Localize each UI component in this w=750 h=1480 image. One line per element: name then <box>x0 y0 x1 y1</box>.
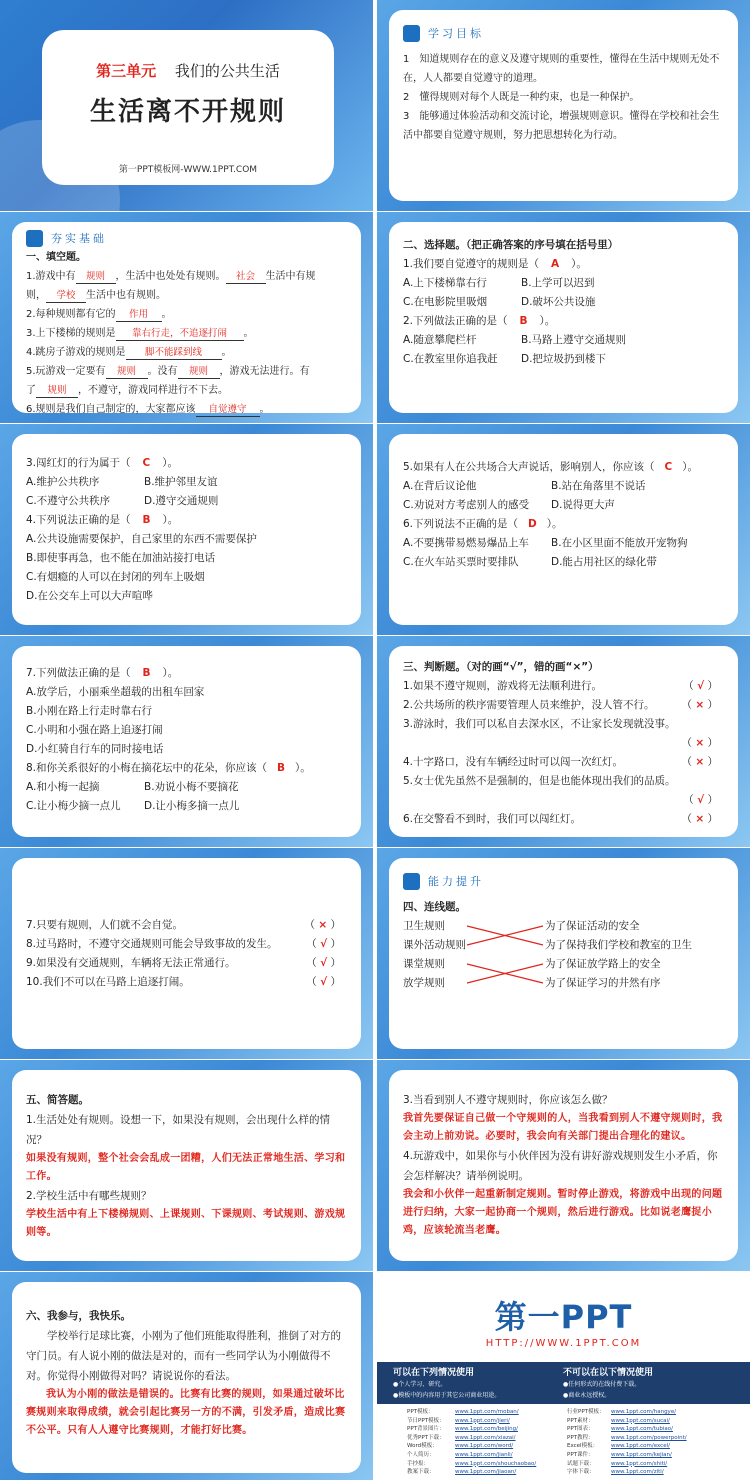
slide-card <box>12 1282 361 1473</box>
judge-item: 1.如果不遵守规则，游戏将无法顺利进行。 （ √ ） <box>403 680 718 692</box>
template-link[interactable]: www.1ppt.com/word/ <box>455 1443 514 1450</box>
template-link[interactable]: www.1ppt.com/jiaoan/ <box>455 1469 517 1476</box>
header-square-icon <box>26 230 43 247</box>
site-logo: 第一PPT <box>494 1298 633 1336</box>
option: A.公共设施需要保护，自己家里的东西不需要保护 <box>26 533 257 545</box>
match-right-item: 为了保证放学路上的安全 <box>545 958 661 970</box>
objective-list <box>403 50 724 145</box>
option: D.说得更大声 <box>551 499 615 511</box>
usage-panel <box>377 1362 750 1480</box>
slide-choice-b[interactable] <box>0 424 373 635</box>
judge-mark: × <box>695 699 705 711</box>
answer-mark: C <box>142 457 151 469</box>
slide-card <box>12 646 361 837</box>
question-4: 4.跳房子游戏的规则是 脚不能踩到线 。 <box>26 347 232 358</box>
option: B.即使事再急，也不能在加油站接打电话 <box>26 552 216 564</box>
judge-item: 2.公共场所的秩序需要管理人员来维护，没人管不行。 （ × ） <box>403 699 718 711</box>
judge-mark: × <box>695 737 705 749</box>
question-3: 3.上下楼梯的规则是 靠右行走，不追逐打闹 。 <box>26 328 254 339</box>
option: B.马路上遵守交通规则 <box>521 334 627 346</box>
option: D.破坏公共设施 <box>521 296 596 308</box>
slide-matching[interactable] <box>377 848 750 1059</box>
answer-mark: D <box>528 518 537 530</box>
answer-blank: 作用 <box>116 308 162 322</box>
question-2: 2.下列做法正确的是（ B ）。 <box>403 315 556 327</box>
slide-card <box>389 434 738 625</box>
answer-mark: B <box>142 667 151 679</box>
option: B.上学可以迟到 <box>521 277 595 289</box>
answer-blank: 规则 <box>178 365 220 379</box>
answer-blank: 规则 <box>76 270 116 284</box>
option: B.维护邻里友谊 <box>144 476 218 488</box>
template-link[interactable]: www.1ppt.com/ziti/ <box>611 1469 664 1476</box>
header-title: 夯实基础 <box>51 231 107 245</box>
slide-card <box>12 434 361 625</box>
slide-main-title: 生活离不开规则 <box>89 97 286 127</box>
question-2: 2.每种规则都有它的 作用 。 <box>26 309 172 320</box>
option: B.小刚在路上行走时靠右行 <box>26 705 153 717</box>
judge-item: 4.十字路口，没有车辆经过时可以闯一次红灯。 （ × ） <box>403 756 718 768</box>
answer-mark: B <box>142 514 151 526</box>
judge-item: 9.如果没有交通规则，车辆将无法正常通行。 （ √ ） <box>26 957 341 969</box>
slide-short-answer-b[interactable] <box>377 1060 750 1271</box>
template-link[interactable]: www.1ppt.com/kejian/ <box>611 1451 672 1458</box>
option: A.和小梅一起摘 <box>26 781 100 793</box>
title-card <box>42 30 334 185</box>
answer-text: 我认为小刚的做法是错误的。比赛有比赛的规则，如果通过破坏比赛规则来取得成绩，就会引起比赛另一方的不满，引发矛盾，造成比赛不公平。只有人人遵守比赛规则，才能打好比赛。 <box>26 1389 346 1436</box>
option: C.不遵守公共秩序 <box>26 495 111 507</box>
option: A.维护公共秩序 <box>26 476 100 488</box>
slide-judge-b[interactable] <box>0 848 373 1059</box>
objective-item: 1 知道规则存在的意义及遵守规则的重要性，懂得在生活中规则无处不在，人人都要自觉遵守的道理。 <box>403 54 720 84</box>
match-right-column <box>545 917 692 993</box>
option: B.劝说小梅不要摘花 <box>144 781 239 793</box>
option: B.在小区里面不能放开宠物狗 <box>551 537 688 549</box>
slide-card <box>389 858 738 1049</box>
section-header <box>403 22 724 44</box>
match-left-item: 卫生规则 <box>403 920 445 932</box>
judge-mark: × <box>695 813 705 825</box>
judge-item: 7.只要有规则，人们就不会自觉。 （ × ） <box>26 919 341 931</box>
slide-short-answer-a[interactable] <box>0 1060 373 1271</box>
section-header <box>403 870 724 892</box>
slide-card <box>12 1070 361 1261</box>
option: C.小明和小强在路上追逐打闹 <box>26 724 163 736</box>
question-6: 6.下列说法不正确的是（ D ）。 <box>403 518 563 530</box>
answer-mark: C <box>664 461 673 473</box>
judge-item: 6.在交警看不到时，我们可以闯红灯。 （ × ） <box>403 813 718 825</box>
option: D.遵守交通规则 <box>144 495 219 507</box>
option: C.在电影院里吸烟 <box>403 296 488 308</box>
link-panel <box>377 1404 750 1480</box>
question-6: 6.规则是我们自己制定的，大家都应该 自觉遵守 。 <box>26 404 270 415</box>
slide-judge-a[interactable] <box>377 636 750 847</box>
header-square-icon <box>403 25 420 42</box>
section-header <box>26 228 347 248</box>
match-left-item: 放学规则 <box>403 977 445 989</box>
header-title: 能力提升 <box>428 874 484 888</box>
judge-mark: × <box>695 756 705 768</box>
question-text: 2.学校生活中有哪些规则？ <box>26 1190 152 1202</box>
option: C.让小梅少摘一点儿 <box>26 800 121 812</box>
slide-card <box>389 1070 738 1261</box>
question-8: 8.和你关系很好的小梅在摘花坛中的花朵，你应该（ B ）。 <box>26 762 311 774</box>
slide-choice-a[interactable] <box>377 212 750 423</box>
judge-mark: × <box>318 919 328 931</box>
answer-blank: 学校 <box>46 289 86 303</box>
answer-text: 我首先要保证自己做一个守规则的人，当我看到别人不遵守规则时，我会主动上前劝说。必要时，我会向有关部门提出合理化的建议。 <box>403 1113 723 1142</box>
objective-item: 2 懂得规则对每个人既是一种约束，也是一种保护。 <box>403 92 640 103</box>
template-link[interactable]: www.1ppt.com/jianli/ <box>455 1451 513 1458</box>
header-title: 学习目标 <box>428 26 484 40</box>
match-left-item: 课外活动规则 <box>403 939 466 951</box>
unit-subtitle: 我们的公共生活 <box>174 62 280 80</box>
slide-objectives[interactable] <box>377 0 750 211</box>
option: D.能占用社区的绿化带 <box>551 556 657 568</box>
judge-item: 3.游泳时，我们可以私自去深水区，不让家长发现就没事。 <box>403 718 676 730</box>
template-link[interactable]: www.1ppt.com/jieri/ <box>455 1417 510 1424</box>
option: D.小红骑自行车的同时接电话 <box>26 743 164 755</box>
matching-area <box>403 917 724 997</box>
section-label: 三、判断题。（对的画“√”，错的画“×”） <box>403 661 599 673</box>
header-square-icon <box>403 873 420 890</box>
question-text: 4.玩游戏中，如果你与小伙伴因为没有讲好游戏规则发生小矛盾，你会怎样解决？请举例说明。 <box>403 1150 718 1182</box>
template-link[interactable]: www.1ppt.com/sucai/ <box>611 1417 670 1424</box>
slide-card: 夯实基础 一、填空题。 1.游戏中有 规则 ，生活中也处处有规则。 社会 生活中有规 则， 学校 生活中也有规则。 2.每种规则都有它的 作用 。 3.上下楼梯的规则是 靠右行走，不追逐打闹 。 4.跳房子游戏的规则是 脚不能踩到线 。 5.玩游戏一定要有 规则 。没有 规则 ，游戏无法进行。有 了 规则 ，不遵守，游戏同样进行不下去。 6.规则是我们自己制定的，大家都应该 自觉遵守 。 <box>12 222 361 413</box>
answer-blank: 规则 <box>36 384 78 398</box>
question-5: 5.如果有人在公共场合大声说话，影响别人，你应该（ C ）。 <box>403 461 698 473</box>
answer-text: 如果没有规则，整个社会会乱成一团糟，人们无法正常地生活、学习和工作。 <box>26 1153 346 1182</box>
option: A.上下楼梯靠右行 <box>403 277 487 289</box>
answer-mark: A <box>551 258 560 270</box>
judge-item: 10.我们不可以在马路上追逐打闹。 （ √ ） <box>26 976 341 988</box>
judge-mark: √ <box>320 938 328 950</box>
slide-card: 三、判断题。（对的画“√”，错的画“×”） 1.如果不遵守规则，游戏将无法顺利进行。 （ √ ） 2.公共场所的秩序需要管理人员来维护，没人管不行。 （ × ） 3.游泳时，我们可以私自去深水区，不让家长发现就没事。 （ × ） 4.十字路口，没有车辆经过时可以闯一次红灯。 （ × ） 5.女士优先虽然不是强制的，但是也能体现出我们的品质。 （ √ ） 6.在交警看不到时，我们可以闯红灯。 （ × ） <box>389 646 738 837</box>
can-use-block: 可以在下列情况使用 ●个人学习、研究。 ●模板中的内容用于其它公司商业用途。 <box>393 1368 501 1399</box>
section-label: 六、我参与，我快乐。 <box>26 1310 131 1322</box>
slide-card <box>12 858 361 1049</box>
judge-item: 8.过马路时，不遵守交通规则可能会导致事故的发生。 （ √ ） <box>26 938 341 950</box>
match-left-item: 课堂规则 <box>403 958 445 970</box>
unit-label: 第三单元 <box>96 62 157 80</box>
slide-choice-d[interactable] <box>0 636 373 847</box>
answer-text: 我会和小伙伴一起重新制定规则。暂时停止游戏，将游戏中出现的问题进行归纳，大家一起协商一个规则，然后进行游戏。比如说老鹰捉小鸡，应该轮流当老鹰。 <box>403 1189 723 1236</box>
question-text: 1.生活处处有规则。设想一下，如果没有规则，会出现什么样的情况？ <box>26 1114 331 1146</box>
section-label: 四、连线题。 <box>403 901 466 913</box>
section-label: 一、填空题。 <box>26 252 86 263</box>
logo-area <box>377 1272 750 1362</box>
cannot-use-block: 不可以在以下情况使用 ●任何形式的在线付费下载。 ●商业永远授权。 <box>563 1368 654 1399</box>
site-url: HTTP://WWW.1PPT.COM <box>485 1338 642 1349</box>
template-link[interactable]: www.1ppt.com/xiazai/ <box>455 1434 516 1441</box>
answer-mark: B <box>277 762 286 774</box>
answer-blank: 靠右行走，不追逐打闹 <box>116 327 244 341</box>
section-label: 二、选择题。（把正确答案的序号填在括号里） <box>403 239 619 251</box>
template-link[interactable]: www.1ppt.com/shouchaobao/ <box>455 1460 537 1467</box>
answer-text: 学校生活中有上下楼梯规则、上课规则、下课规则、考试规则、游戏规则等。 <box>26 1209 346 1238</box>
judge-item: 5.女士优先虽然不是强制的，但是也能体现出我们的品质。 <box>403 775 676 787</box>
question-1: 1.游戏中有 规则 ，生活中也处处有规则。 社会 生活中有规 <box>26 271 316 282</box>
slide-choice-c[interactable] <box>377 424 750 635</box>
option: D.让小梅多摘一点儿 <box>144 800 240 812</box>
slide-title[interactable] <box>0 0 373 211</box>
option: A.在背后议论他 <box>403 480 477 492</box>
objective-item: 3 能够通过体验活动和交流讨论，增强规则意识。懂得在学校和社会生活中都要自觉遵守规则，努力把思想转化为行动。 <box>403 111 720 141</box>
option: A.不要携带易燃易爆品上车 <box>403 537 529 549</box>
slide-card <box>389 10 738 201</box>
question-7: 7.下列做法正确的是（ B ）。 <box>26 667 179 679</box>
option: A.随意攀爬栏杆 <box>403 334 477 346</box>
links-left: PPT模板： www.1ppt.com/moban/ 节日PPT模板： www.1ppt.com/jieri/ PPT背景图片： www.1ppt.com/beijing/ 优秀PPT下载： www.1ppt.com/xiazai/ Word模板： www.1ppt.com/word/ 个人简历： www.1ppt.com/jianli/ 手抄报： www.1ppt.com/shouchaobao/ 教案下载： www.1ppt.com/jiaoan/ <box>407 1409 537 1476</box>
title-footer: 第一PPT模板网-WWW.1PPT.COM <box>118 165 258 175</box>
question-4: 4.下列说法正确的是（ B ）。 <box>26 514 179 526</box>
links-right: 行业PPT模板： www.1ppt.com/hangye/ PPT素材： www.1ppt.com/sucai/ PPT图表： www.1ppt.com/tubiao/ PPT教程： www.1ppt.com/powerpoint/ Excel模板： www.1ppt.com/excel/ PPT课件： www.1ppt.com/kejian/ 试题下载： www.1ppt.com/shiti/ 字体下载： www.1ppt.com/ziti/ <box>567 1409 687 1476</box>
question-text: 学校举行足球比赛，小刚为了他们班能取得胜利，推倒了对方的守门员。有人说小刚的做法是对的，而有一些同学认为小刚做得不对。你觉得小刚做得对吗？请说说你的看法。 <box>26 1330 341 1382</box>
match-right-item: 为了保证学习的井然有序 <box>545 977 661 989</box>
template-link[interactable]: www.1ppt.com/shiti/ <box>611 1460 668 1467</box>
answer-blank: 规则 <box>106 365 148 379</box>
slide-fill-blank[interactable] <box>0 212 373 423</box>
answer-blank: 脚不能踩到线 <box>126 346 222 360</box>
match-left-column <box>403 917 466 993</box>
section-label: 五、简答题。 <box>26 1094 89 1106</box>
answer-mark: B <box>519 315 528 327</box>
option: D.在公交车上可以大声喧哗 <box>26 590 153 602</box>
judge-mark: √ <box>697 794 705 806</box>
question-text: 3.当看到别人不遵守规则时，你应该怎么做？ <box>403 1094 613 1106</box>
answer-blank: 自觉遵守 <box>196 403 260 417</box>
option: B.站在角落里不说话 <box>551 480 646 492</box>
judge-mark: √ <box>320 976 328 988</box>
slide-template-info[interactable] <box>377 1272 750 1480</box>
template-link[interactable]: www.1ppt.com/excel/ <box>611 1443 670 1450</box>
template-link[interactable]: www.1ppt.com/tubiao/ <box>611 1426 673 1433</box>
option: C.在火车站买票时要排队 <box>403 556 519 568</box>
question-3: 3.闯红灯的行为属于（ C ）。 <box>26 457 178 469</box>
option: A.放学后，小丽乘坐超载的出租车回家 <box>26 686 205 698</box>
question-5: 5.玩游戏一定要有 规则 。没有 规则 ，游戏无法进行。有 <box>26 366 310 377</box>
template-link[interactable]: www.1ppt.com/moban/ <box>455 1409 519 1415</box>
slide-card <box>389 222 738 413</box>
question-1: 1.我们要自觉遵守的规则是（ A ）。 <box>403 258 587 270</box>
match-right-item: 为了保证活动的安全 <box>545 920 640 932</box>
slide-participation[interactable] <box>0 1272 373 1480</box>
option: C.在教室里你追我赶 <box>403 353 498 365</box>
judge-mark: √ <box>320 957 328 969</box>
judge-mark: √ <box>697 680 705 692</box>
option: D.把垃圾扔到楼下 <box>521 353 606 365</box>
option: C.劝说对方考虑别人的感受 <box>403 499 530 511</box>
template-link[interactable]: www.1ppt.com/hangye/ <box>611 1409 677 1415</box>
match-right-item: 为了保持我们学校和教室的卫生 <box>545 939 692 951</box>
option: C.有烟瘾的人可以在封闭的列车上吸烟 <box>26 571 205 583</box>
template-link[interactable]: www.1ppt.com/beijing/ <box>455 1426 519 1433</box>
template-link[interactable]: www.1ppt.com/powerpoint/ <box>611 1434 687 1441</box>
answer-blank: 社会 <box>226 270 266 284</box>
